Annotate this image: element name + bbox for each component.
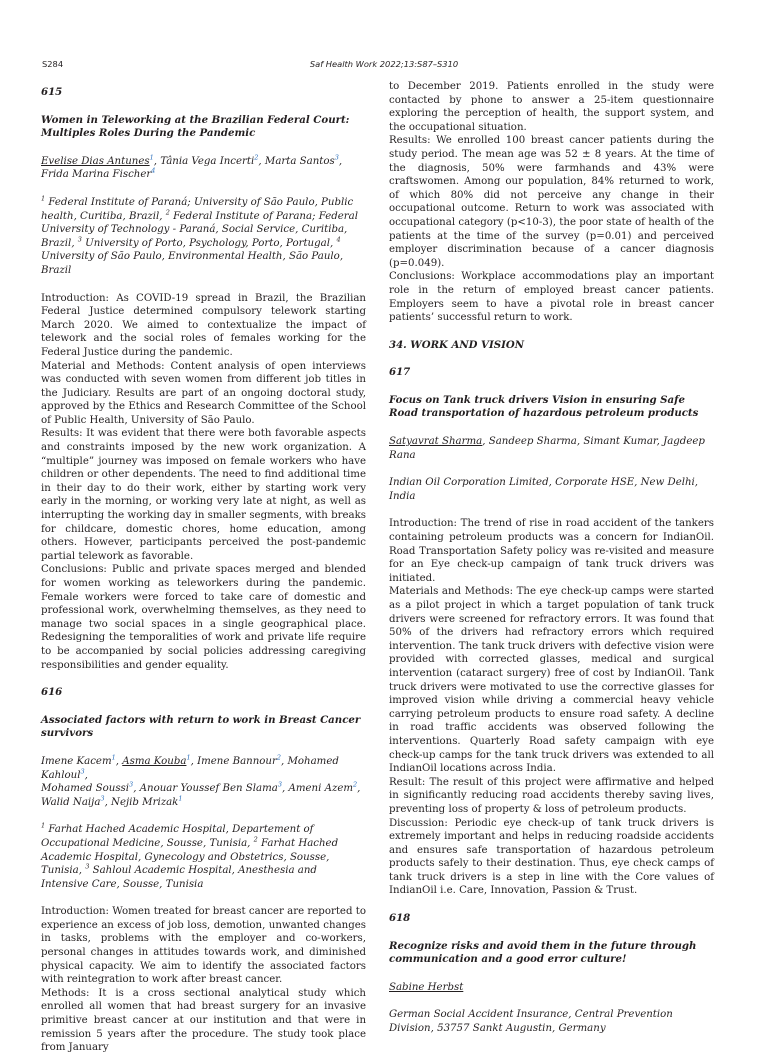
methods-615: Material and Methods: Content analysis of open interviews was conducted with seven women from different job titles in the Judiciary. Results are part of an ongoing doctoral study, approved by the Ethics and Research Committee of the School of Public Health, University of São Paulo. (41, 360, 366, 426)
author: Tânia Vega Incerti (160, 155, 255, 167)
affiliations-616: $^1$ Farhat Hached Academic Hospital, Departement of Occupational Medicine, Sousse, Tunisia, $^2$ Farhat Hached Academic Hospital, Gynecology and Obstetrics, Sousse, Tunisia, $^3$ Sahloul Academic Hospital, Anesthesia and Intensive Care, Sousse, Tunisia (41, 821, 339, 890)
right-column (389, 80, 714, 1036)
author-list-617: Satyavrat Sharma, Sandeep Sharma, Simant Kumar, Jagdeep Rana (389, 436, 705, 461)
presenting-author: Evelise Dias Antunes (41, 155, 150, 167)
presenting-author: Sabine Herbst (389, 981, 464, 993)
methods-616: Methods: It is a cross sectional analytical study which enrolled all women that had breast surgery for an invasive primitive breast cancer at our institution and that were in remission 5 years after the procedure. The study took place from January (41, 987, 366, 1054)
abstract-number-616: 616 (41, 686, 63, 699)
affiliations-615: $^1$ Federal Institute of Paraná; University of São Paulo, Public health, Curitiba, Brazil, $^2$ Federal Institute of Parana; Federal University of Technology - Paraná, Social Service, Curitiba, Brazil, $^3$ University of Porto, Psychology, Porto, Portugal, $^4$ University of São Paulo, Environmental Health, São Paulo, Brazil (41, 194, 359, 276)
presenting-author: Asma Kouba (122, 755, 187, 767)
methods-616-continued: to December 2019. Patients enrolled in the study were contacted by phone to answer a 25-item questionnaire exploring the perception of health, the support system, and the occupational situation. (389, 81, 714, 133)
abstract-number-618: 618 (389, 912, 411, 925)
results-616: Results: We enrolled 100 breast cancer patients during the study period. The mean age was 52 ± 8 years. At the time of the diagnosis, 50% were farmhands and 43% were craftswomen. Among our population, 84% returned to work, of which 80% did not perceive any change in their occupational outcome. Return to work was associated with occupational category (p<10-3), the poor state of health of the patients at the time of the survey (p=0.01) and perceived employer discrimination because of a cancer diagnosis (p=0.049). (389, 135, 714, 269)
abstract-title-618: Recognize risks and avoid them in the future through communication and a good error culture! (389, 939, 697, 966)
author: Marta Santos (264, 155, 335, 167)
left-column (41, 80, 366, 1055)
author-list-615: Evelise Dias Antunes$^1$, Tânia Vega Incerti$^2$, Marta Santos$^3$, Frida Marina Fischer$^4$ (41, 153, 343, 181)
author: Frida Marina Fischer (41, 169, 152, 181)
introduction-617: Introduction: The trend of rise in road accident of the tankers containing petroleum products was a concern for IndianOil. Road Transportation Safety policy was re-visited and measure for an Eye check-up campaign of tank truck drivers was initiated. (389, 518, 714, 584)
section-heading: 34. WORK AND VISION (389, 338, 525, 351)
page-number: S284 (42, 59, 64, 69)
abstract-title-617: Focus on Tank truck drivers Vision in ensuring Safe Road transportation of hazardous petroleum products (389, 393, 699, 420)
introduction-615: Introduction: As COVID-19 spread in Brazil, the Brazilian Federal Justice determined compulsory telework starting March 2020. We aimed to contextualize the impact of telework and the social roles of females working for the Federal Justice during the pandemic. (41, 292, 366, 358)
discussion-617: Discussion: Periodic eye check-up of tank truck drivers is extremely important and helps in reducing roadside accidents and ensures safe transportation of hazardous petroleum products safely to their destination. Thus, eye check camps of tank truck drivers is a step in line with the Core values of IndianOil i.e. Care, Innovation, Passion & Trust. (389, 817, 714, 897)
result-617: Result: The result of this project were affirmative and helped in significantly reducing road accidents thereby saving lives, preventing loss of property & loss of petroleum products. (389, 776, 714, 815)
conclusions-615: Conclusions: Public and private spaces merged and blended for women working as teleworkers during the pandemic. Female workers were forced to take care of domestic and professional work, overwhelming themselves, as they need to manage two social spaces in a single geographical place. Redesigning the temporalities of work and private life require to be accompanied by social policies addressing caregiving responsibilities and gender equality. (41, 564, 366, 671)
affiliation-618: German Social Accident Insurance, Central Prevention Division, 53757 Sankt Augustin, Germany (389, 1009, 673, 1035)
abstract-title-615: Women in Teleworking at the Brazilian Federal Court: Multiples Roles During the Pandemic (41, 113, 350, 140)
author-list-616: Imene Kacem$^1$, Asma Kouba$^1$, Imene Bannour$^2$, Mohamed Kahloul$^3$, Mohamed Soussi$^3$, Anouar Youssef Ben Slama$^3$, Ameni Azem$^2$, Walid Naija$^3$, Nejib Mrizak$^1$ (41, 753, 361, 808)
running-header (42, 59, 726, 71)
presenting-author: Satyavrat Sharma (389, 436, 483, 448)
methods-617: Materials and Methods: The eye check-up camps were started as a pilot project in which a target population of tank truck drivers were screened for refractory errors. It was found that 50% of the drivers had refractory errors which required intervention. The tank truck drivers with defective vision were provided with corrected glasses, medical and surgical intervention (cataract surgery) free of cost by IndianOil. Tank truck drivers were motivated to use the corrective glasses for improved vision while driving a commercial heavy vehicle carrying petroleum products to ensure road safety. A decline in road traffic accidents was observed following the interventions. Quarterly Road safety campaign with eye check-up camps for the tank truck drivers was extended to all IndianOil locations across India. (389, 586, 714, 775)
conclusions-616: Conclusions: Workplace accommodations play an important role in the return of employed breast cancer patients. Employers seem to have a pivotal role in breast cancer patients’ successful return to work. (389, 271, 714, 324)
journal-citation: Saf Health Work 2022;13:S87–S310 (309, 59, 459, 69)
abstract-number-615: 615 (41, 86, 63, 98)
introduction-616: Introduction: Women treated for breast cancer are reported to experience an excess of job loss, demotion, unwanted changes in tasks, problems with the employer and co-workers, personal changes in attitudes towards work, and diminished physical capacity. We aim to identify the associated factors with reintegration to work after breast cancer. (41, 906, 366, 986)
abstract-number-617: 617 (389, 366, 411, 379)
abstract-title-616: Associated factors with return to work in Breast Cancer survivors (41, 713, 361, 740)
author-list-618 (389, 981, 714, 995)
results-615: Results: It was evident that there were both favorable aspects and constraints imposed by the new work organization. A “multiple” journey was imposed on female workers who have children or other dependents. The need to find additional time in their day to do their work, either by starting work very early in the morning, or working very late at night, as well as interrupting the working day in smaller segments, with breaks for childcare, domestic chores, home education, among others. However, participants perceived the post-pandemic partial telework as favorable. (41, 428, 366, 562)
affiliation-617: Indian Oil Corporation Limited, Corporate HSE, New Delhi, India (389, 477, 699, 502)
